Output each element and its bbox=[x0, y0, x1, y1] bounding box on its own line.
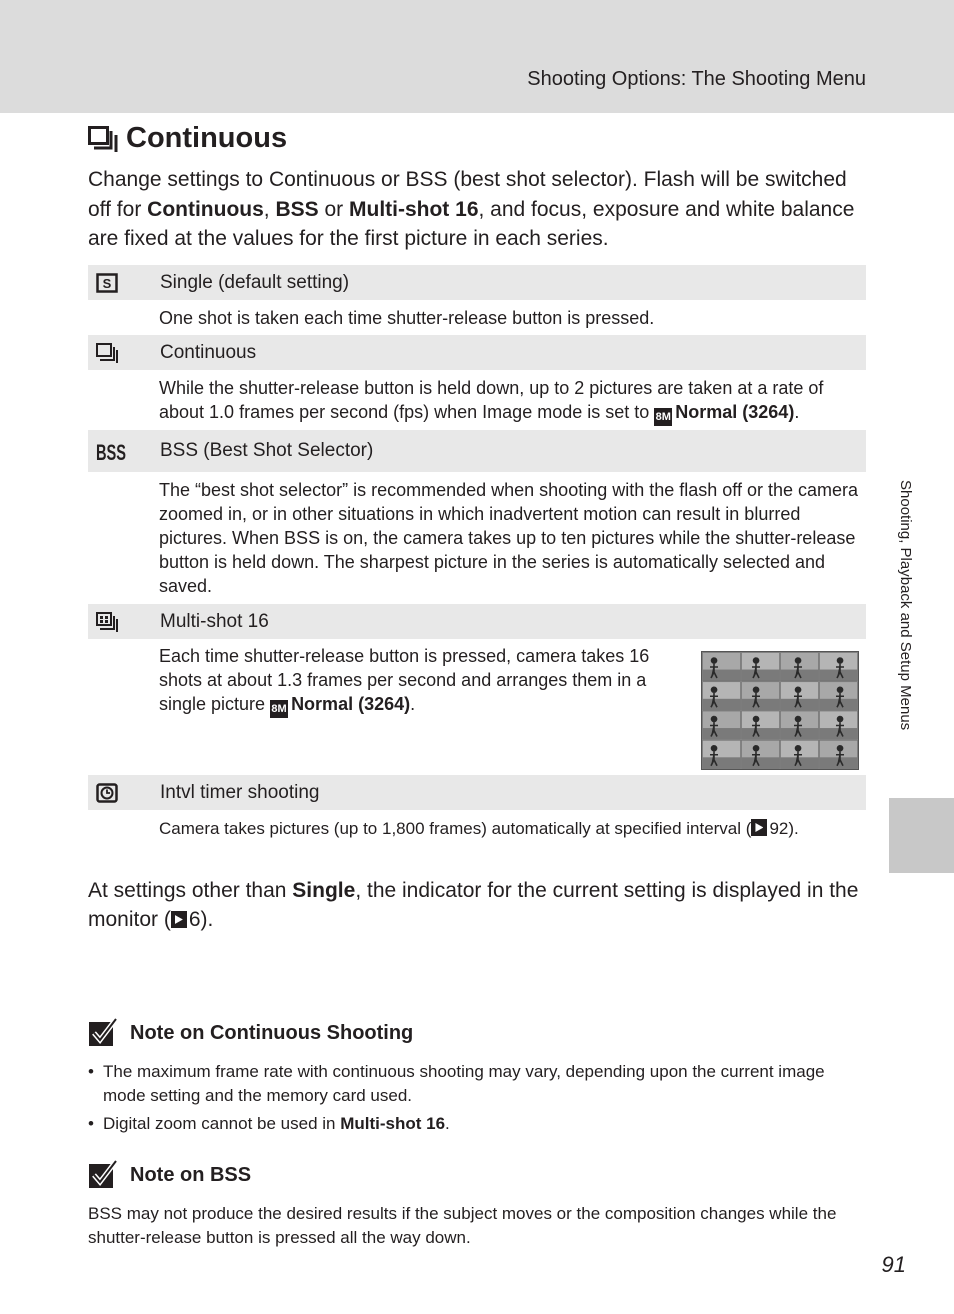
option-row-interval-timer bbox=[88, 775, 866, 810]
option-row-continuous bbox=[88, 335, 866, 370]
note-continuous-title: Note on Continuous Shooting bbox=[88, 1018, 413, 1048]
continuous-icon bbox=[96, 343, 118, 363]
multishot-sample-image bbox=[701, 651, 859, 770]
option-row-multishot bbox=[88, 604, 866, 639]
continuous-icon bbox=[88, 126, 118, 152]
note-continuous-list bbox=[88, 1060, 868, 1140]
page-title bbox=[88, 122, 287, 155]
interval-timer-icon bbox=[96, 783, 118, 803]
checkmark-note-icon bbox=[88, 1018, 118, 1048]
image-mode-icon: 8M bbox=[270, 700, 288, 718]
option-label: Continuous bbox=[160, 341, 257, 363]
option-label: Multi-shot 16 bbox=[160, 610, 269, 632]
option-description: One shot is taken each time shutter-release button is pressed. bbox=[159, 308, 655, 328]
multishot-icon bbox=[96, 612, 118, 632]
intro-paragraph: Change settings to Continuous or BSS (best shot selector). Flash will be switched off for Continuous, BSS or Multi-shot 16, and focus, exposure and white balance are fixed at the values for the first picture in each series. bbox=[88, 168, 855, 250]
option-description: The “best shot selector” is recommended when shooting with the flash off or the camera zoomed in, or in other situations in which inadvertent motion can result in blurred pictures. When BSS is on, the camera takes up to ten pictures while the shutter-release button is held down. The sharpest picture in the series is automatically selected and saved. bbox=[159, 480, 859, 596]
option-label: Intvl timer shooting bbox=[160, 781, 320, 803]
image-mode-icon: 8M bbox=[654, 408, 672, 426]
page-reference-icon bbox=[751, 819, 767, 836]
header-band bbox=[0, 0, 954, 113]
list-item: • Digital zoom cannot be used in Multi-shot 16. bbox=[88, 1112, 868, 1136]
option-row-bss bbox=[88, 430, 866, 472]
section-tab bbox=[889, 798, 954, 873]
page-reference-icon bbox=[171, 911, 187, 928]
page-number: 91 bbox=[881, 1252, 906, 1277]
svg-text:S: S bbox=[102, 275, 112, 291]
option-description: While the shutter-release button is held down, up to 2 pictures are taken at a rate of about 1.0 frames per second (fps) when Image mode is set to 8M Normal (3264). bbox=[159, 376, 859, 426]
bss-icon bbox=[96, 438, 128, 464]
option-label: Single (default setting) bbox=[160, 271, 350, 293]
note-bss-title: Note on BSS bbox=[88, 1160, 251, 1190]
section-header: Shooting Options: The Shooting Menu bbox=[527, 68, 866, 90]
svg-text:BSS: BSS bbox=[96, 440, 126, 465]
option-row-single bbox=[88, 265, 866, 300]
indicator-paragraph: At settings other than Single, the indicator for the current setting is displayed in the monitor ( 6). bbox=[88, 879, 859, 931]
option-description: Camera takes pictures (up to 1,800 frames) automatically at specified interval ( 92). bbox=[159, 819, 799, 838]
side-section-label: Shooting, Playback and Setup Menus bbox=[897, 480, 914, 731]
title-text: Continuous bbox=[126, 122, 288, 154]
note-bss-text: BSS may not produce the desired results if the subject moves or the composition changes while the shutter-release button is pressed all the way down. bbox=[88, 1204, 837, 1247]
option-label: BSS (Best Shot Selector) bbox=[160, 440, 374, 461]
checkmark-note-icon bbox=[88, 1160, 118, 1190]
single-icon bbox=[96, 273, 118, 293]
list-item: • The maximum frame rate with continuous shooting may vary, depending upon the current image mode setting and the memory card used. bbox=[88, 1060, 868, 1108]
option-description: Each time shutter-release button is pressed, camera takes 16 shots at about 1.3 frames per second and arranges them in a single picture 8M Normal (3264). bbox=[159, 644, 674, 718]
